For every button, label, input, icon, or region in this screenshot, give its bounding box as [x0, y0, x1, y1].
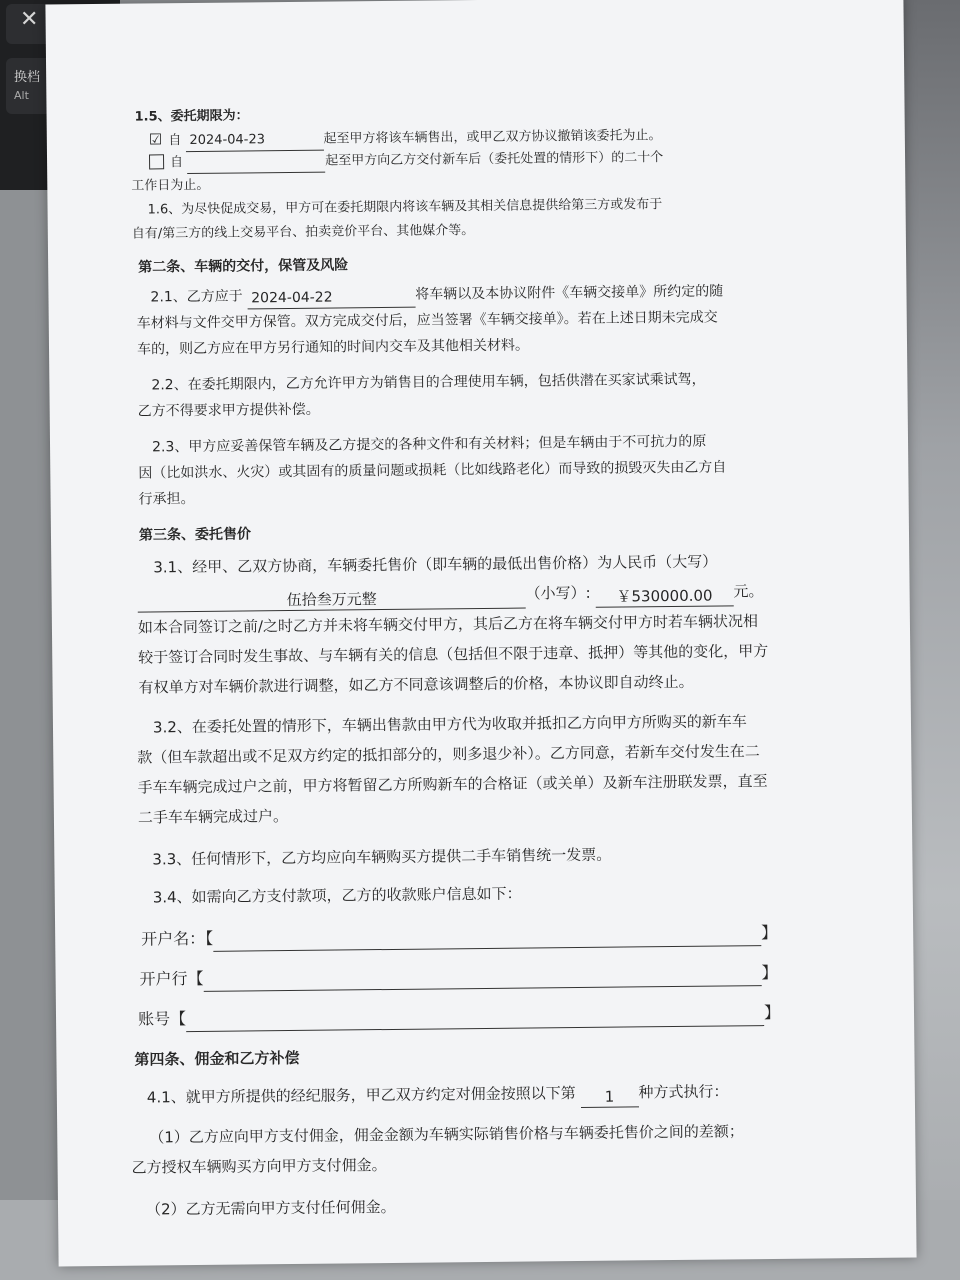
section-3-1-line-1: 3.1、经甲、乙双方协商，车辆委托售价（即车辆的最低出售价格）为人民币（大写）: [153, 552, 718, 577]
option-2-suffix: 起至甲方向乙方交付新车后（委托处置的情形下）的二十个: [325, 150, 664, 169]
alt-key-cn-label: 换档: [14, 70, 41, 85]
section-3-4: 3.4、如需向乙方支付款项，乙方的收款账户信息如下：: [152, 884, 522, 907]
commission-option-1-line-1: （1）乙方应向甲方支付佣金，佣金金额为车辆实际销售价格与车辆委托售价之间的差额；: [149, 1122, 744, 1147]
option-1-suffix: 起至甲方将该车辆售出，或甲乙双方协议撤销该委托为止。: [323, 128, 662, 147]
section-3-1-line-4: 较于签订合同时发生事故、与车辆有关的信息（包括但不限于违章、抵押）等其他的变化，甲方: [138, 641, 769, 667]
section-3-3: 3.3、任何情形下，乙方均应向车辆购买方提供二手车销售统一发票。: [152, 845, 612, 869]
contract-page: [45, 0, 916, 1266]
close-icon: ✕: [20, 7, 39, 32]
term-start-date: 2024-04-23: [185, 130, 323, 152]
commission-option-1-line-2: 乙方授权车辆购买方向甲方支付佣金。: [131, 1156, 387, 1177]
option-2-prefix: 自: [170, 155, 184, 171]
account-number-label: 账号【: [137, 1009, 187, 1029]
account-number-close: 】: [763, 1002, 781, 1023]
section-3-2-line-4: 二手车车辆完成过户。: [137, 807, 289, 827]
option-1-prefix: 自: [168, 133, 182, 149]
price-unit: 元。: [733, 582, 764, 601]
document-body: [131, 91, 888, 1224]
s21-suffix: 将车辆以及本协议附件《车辆交接单》所约定的随: [415, 283, 724, 303]
article-2-title: 第二条、车辆的交付，保管及风险: [138, 257, 349, 276]
section-2-1-line-2: 车材料与文件交甲方保管。双方完成交付后，应当签署《车辆交接单》。若在上述日期未完成交: [136, 309, 718, 332]
section-1-6-line-1: 1.6、为尽快促成交易，甲方可在委托期限内将该车辆及其相关信息提供给第三方或发布于: [147, 197, 663, 218]
price-amount: ￥530000.00: [595, 585, 733, 607]
section-3-1-line-5: 有权单方对车辆价款进行调整，如乙方不同意该调整后的价格，本协议即自动终止。: [138, 672, 694, 697]
section-1-5-title: 1.5、委托期限为：: [134, 108, 249, 125]
account-name-row: [141, 919, 885, 953]
section-2-1-line-3: 车的，则乙方应在甲方另行通知的时间内交车及其他相关材料。: [136, 337, 530, 358]
section-2-3-line-1: 2.3、甲方应妥善保管车辆及乙方提交的各种文件和有关材料；但是车辆由于不可抗力的原: [151, 433, 707, 456]
account-number-row: [138, 999, 886, 1033]
alt-key-en-label: Alt: [14, 89, 29, 102]
account-number-field: [186, 1025, 764, 1032]
section-3-1-line-3: 如本合同签订之前/之时乙方并未将车辆交付甲方，其后乙方在将车辆交付甲方时若车辆状况相: [137, 612, 759, 637]
account-name-label: 开户名：【: [141, 928, 214, 949]
account-name-field: [213, 945, 761, 952]
s41-suffix: 种方式执行：: [638, 1082, 729, 1102]
commission-option-choice: 1: [580, 1086, 638, 1108]
account-bank-field: [204, 985, 762, 992]
section-4-1: [147, 1075, 887, 1113]
price-lowercase-label: （小写）:: [525, 583, 591, 603]
section-2-2-line-1: 2.2、在委托期限内，乙方允许甲方为销售目的合理使用车辆，包括供潜在买家试乘试驾，: [151, 371, 706, 394]
checkbox-empty-icon: [149, 154, 164, 169]
s21-prefix: 2.1、乙方应于: [150, 288, 243, 306]
account-bank-label: 开户行【: [139, 968, 204, 989]
section-1-6-line-2: 自有/第三方的线上交易平台、拍卖竞价平台、其他媒介等。: [131, 223, 475, 242]
article-4-title: 第四条、佣金和乙方补偿: [134, 1048, 300, 1069]
section-3-2-line-2: 款（但车款超出或不足双方约定的抵扣部分的，则多退少补）。乙方同意，若新车交付发生在二: [137, 742, 760, 767]
account-bank-row: [139, 959, 885, 993]
section-3-2-line-1: 3.2、在委托处置的情形下，车辆出售款由甲方代为收取并抵扣乙方向甲方所购买的新车车: [152, 712, 747, 737]
commission-option-2: （2）乙方无需向甲方支付任何佣金。: [145, 1197, 396, 1219]
section-3-2-line-3: 手车车辆完成过户之前，甲方将暂留乙方所购新车的合格证（或关单）及新车注册联发票，直至: [137, 772, 768, 797]
price-uppercase: 伍拾叁万元整: [138, 588, 526, 613]
delivery-date: 2024-04-22: [247, 287, 415, 310]
section-2-3-line-3: 行承担。: [138, 490, 195, 508]
section-2-3-line-2: 因（比如洪水、火灾）或其固有的质量问题或损耗（比如线路老化）而导致的损毁灭失由乙方自: [138, 459, 727, 482]
account-name-close: 】: [761, 922, 778, 943]
s41-prefix: 4.1、就甲方所提供的经纪服务，甲乙双方约定对佣金按照以下第: [146, 1084, 576, 1107]
article-3-title: 第三条、委托售价: [138, 526, 252, 544]
term-option-2-cont: 工作日为止。: [131, 177, 210, 194]
section-2-2-line-2: 乙方不得要求甲方提供补偿。: [137, 401, 320, 420]
account-bank-close: 】: [761, 962, 778, 983]
checkbox-checked-icon: ☑: [148, 129, 163, 148]
